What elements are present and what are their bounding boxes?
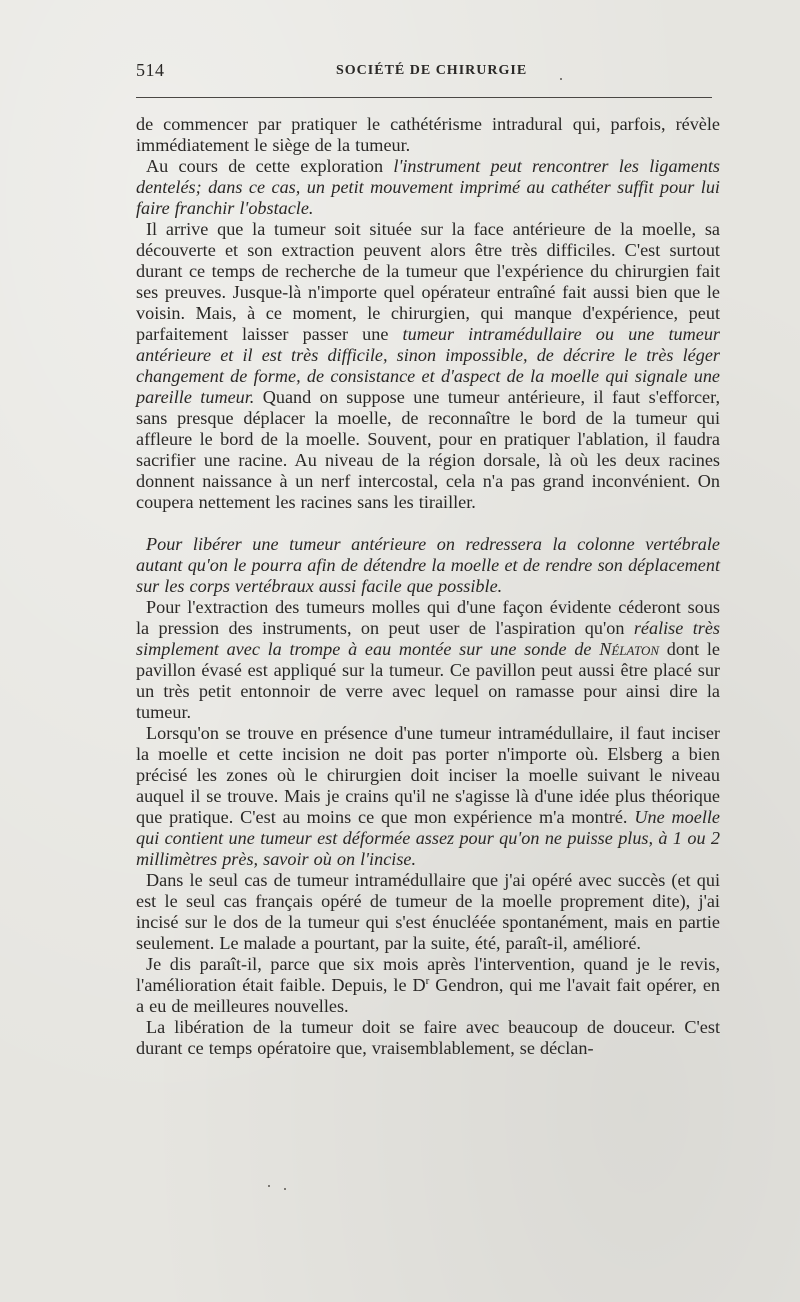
paragraph-4 bbox=[136, 534, 720, 597]
italic-text-segment: Une moelle qui contient une tumeur est déformée assez pour qu'on ne puisse plus, à 1 ou 2 millimètres près, savoir où on l'incise. bbox=[136, 807, 721, 869]
text-segment: Lorsqu'on se trouve en présence d'une tumeur intramédullaire, il faut inciser la moelle et cette incision ne doit pas porter n'importe où. Elsberg a bien précisé les zones où le chirurgien doit inciser la moelle suivant le niveau auquel il se trouve. Mais je crains qu'il ne s'agisse là d'une idée plus théorique que pratique. C'est au moins ce que mon expérience m'a montré. bbox=[136, 723, 720, 827]
page-number: 514 bbox=[136, 60, 165, 80]
paragraph-9 bbox=[136, 1017, 720, 1059]
italic-text-segment: Nélaton bbox=[599, 639, 660, 659]
text-segment: dont le pavillon évasé est appliqué sur la tumeur. Ce pavillon peut aussi être placé sur un très petit entonnoir de verre avec lequel on ramasse pour ainsi dire la tumeur. bbox=[136, 639, 720, 722]
paragraph-6 bbox=[136, 723, 720, 870]
running-head: SOCIÉTÉ DE CHIRURGIE bbox=[336, 63, 528, 78]
text-segment: Il arrive que la tumeur soit située sur la face antérieure de la moelle, sa découverte et son extraction peuvent alors être très difficiles. C'est surtout durant ce temps de recherche de la tumeur que l'expérience du chirurgien fait ses preuves. Jusque-là n'importe quel opérateur entraîné fait aussi bien que le voisin. Mais, à ce moment, le chirurgien, qui manque d'expérience, peut parfaitement laisser passer une bbox=[136, 219, 720, 344]
text-segment: Dans le seul cas de tumeur intramédullaire que j'ai opéré avec succès (et qui est le seul cas français opéré de tumeur de la moelle proprement dite), j'ai incisé sur le dos de la tumeur qui s'est énucléée spontanément, mais en partie seulement. Le malade a pourtant, par la suite, été, paraît-il, amélioré. bbox=[136, 870, 720, 953]
page-header bbox=[136, 60, 712, 86]
text-segment: Pour l'extraction des tumeurs molles qui d'une façon évidente céderont sous la pression des instruments, on peut user de l'aspiration qu'on bbox=[136, 597, 720, 638]
text-segment: r bbox=[425, 974, 430, 987]
text-segment: Je dis paraît-il, parce que six mois après l'intervention, quand je le revis, l'amélioration était faible. Depuis, le D bbox=[136, 954, 720, 995]
body-text bbox=[136, 114, 720, 1059]
text-segment: Quand on suppose une tumeur antérieure, il faut s'efforcer, sans presque déplacer la moelle, de reconnaître le bord de la tumeur qui affleure le bord de la moelle. Souvent, pour en pratiquer l'ablation, il faudra sacrifier une racine. Au niveau de la région dorsale, là où les deux racines donnent naissance à un nerf intercostal, cela n'a pas grand inconvénient. On coupera nettement les racines sans les tirailler. bbox=[136, 387, 720, 512]
text-segment: Gendron, qui me l'avait fait opérer, en a eu de meilleures nouvelles. bbox=[136, 975, 720, 1016]
header-rule bbox=[136, 97, 712, 98]
text-segment: La libération de la tumeur doit se faire avec beaucoup de douceur. C'est durant ce temps opératoire que, vraisemblablement, se déclan- bbox=[136, 1017, 720, 1058]
italic-text-segment: l'instrument peut rencontrer les ligaments dentelés; dans ce cas, un petit mouvement imprimé au cathéter suffit pour lui faire franchir l'obstacle. bbox=[136, 156, 720, 218]
italic-text-segment: réalise très simplement avec la trompe à eau montée sur une sonde de bbox=[136, 618, 720, 659]
paragraph-8 bbox=[136, 954, 720, 1017]
paragraph-3 bbox=[136, 219, 720, 513]
paragraph-1 bbox=[136, 114, 720, 156]
paragraph-5 bbox=[136, 597, 720, 723]
paragraph-7 bbox=[136, 870, 720, 954]
italic-text-segment: Pour libérer une tumeur antérieure on redressera la colonne vertébrale autant qu'on le pourra afin de détendre la moelle et de rendre son déplacement sur les corps vertébraux aussi facile que possible. bbox=[136, 534, 720, 596]
italic-text-segment: tumeur intramédullaire ou une tumeur antérieure et il est très difficile, sinon impossible, de décrire le très léger changement de forme, de consistance et d'aspect de la moelle qui signale une pareille tumeur. bbox=[136, 324, 720, 407]
print-speck bbox=[560, 78, 562, 80]
text-segment: de commencer par pratiquer le cathétérisme intradural qui, parfois, révèle immédiatement le siège de la tumeur. bbox=[136, 114, 720, 155]
print-speck bbox=[284, 1188, 286, 1190]
paragraph-2 bbox=[136, 156, 720, 219]
text-segment: Au cours de cette exploration bbox=[146, 156, 394, 176]
print-speck bbox=[268, 1185, 270, 1187]
